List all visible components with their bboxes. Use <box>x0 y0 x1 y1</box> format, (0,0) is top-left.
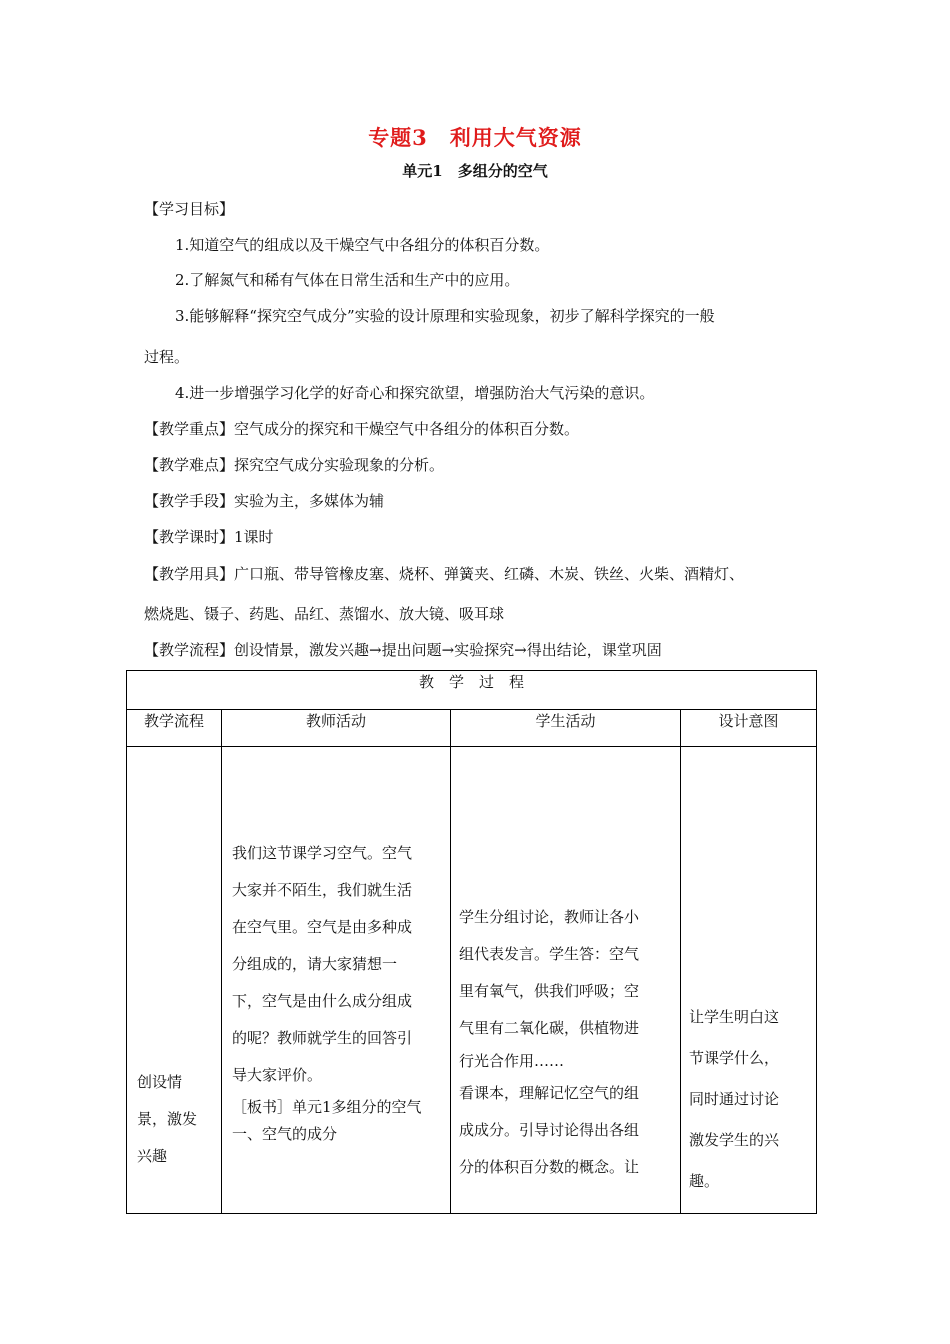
cell-line: 分的体积百分数的概念。让 <box>459 1158 640 1176</box>
cell-line: 看课本，理解记忆空气的组 <box>459 1084 640 1102</box>
cell-line: 大家并不陌生，我们就生活 <box>232 881 413 899</box>
cell-line: 节课学什么， <box>689 1049 780 1067</box>
objective-item: 4.进一步增强学习化学的好奇心和探究欲望，增强防治大气污染的意识。 <box>175 384 655 402</box>
cell-line: 同时通过讨论 <box>689 1090 780 1108</box>
cell-line: 景，激发 <box>137 1110 198 1128</box>
cell-line: ［板书］单元1多组分的空气 <box>232 1098 422 1116</box>
document-title: 专题3 利用大气资源 <box>368 125 582 150</box>
teaching-methods: 【教学手段】实验为主，多媒体为辅 <box>144 492 385 510</box>
objective-item: 2.了解氮气和稀有气体在日常生活和生产中的应用。 <box>175 271 520 289</box>
teacher-activity-cell <box>222 747 451 1214</box>
cell-line: 创设情 <box>137 1073 183 1091</box>
table-caption-row <box>127 671 817 710</box>
cell-line: 分组成的，请大家猜想一 <box>232 955 398 973</box>
cell-line: 激发学生的兴 <box>689 1131 780 1149</box>
document-subtitle: 单元1 多组分的空气 <box>402 162 548 180</box>
student-activity-cell <box>451 747 681 1214</box>
cell-line: 一、空气的成分 <box>232 1125 338 1143</box>
cell-line: 行光合作用…… <box>459 1052 565 1070</box>
cell-line: 组代表发言。学生答：空气 <box>459 945 640 963</box>
column-header-teacher: 教师活动 <box>222 710 451 747</box>
cell-line: 在空气里。空气是由多种成 <box>232 918 413 936</box>
table-header-row <box>127 710 817 747</box>
cell-line: 导大家评价。 <box>232 1066 323 1084</box>
objectives-label: 【学习目标】 <box>144 200 235 218</box>
cell-line: 气里有二氧化碳，供植物进 <box>459 1019 640 1037</box>
column-header-intent: 设计意图 <box>681 710 817 747</box>
column-header-student: 学生活动 <box>451 710 681 747</box>
objective-item-continued: 过程。 <box>144 348 190 366</box>
teaching-tools-continued: 燃烧匙、镊子、药匙、品红、蒸馏水、放大镜、吸耳球 <box>144 605 505 623</box>
column-header-stage: 教学流程 <box>127 710 222 747</box>
design-intent-cell <box>681 747 817 1214</box>
cell-line: 下，空气是由什么成分组成 <box>232 992 413 1010</box>
cell-line: 让学生明白这 <box>689 1008 780 1026</box>
cell-line: 趣。 <box>689 1172 720 1190</box>
cell-line: 学生分组讨论，教师让各小 <box>459 908 640 926</box>
difficult-points: 【教学难点】探究空气成分实验现象的分析。 <box>144 456 445 474</box>
teaching-process-table <box>126 670 817 1214</box>
table-caption: 教 学 过 程 <box>127 671 817 710</box>
teaching-hours: 【教学课时】1课时 <box>144 528 274 546</box>
teaching-flow: 【教学流程】创设情景，激发兴趣→提出问题→实验探究→得出结论，课堂巩固 <box>144 641 662 659</box>
objective-item: 3.能够解释“探究空气成分”实验的设计原理和实验现象，初步了解科学探究的一般 <box>175 307 715 325</box>
cell-line: 的呢？教师就学生的回答引 <box>232 1029 413 1047</box>
cell-line: 兴趣 <box>137 1147 168 1165</box>
stage-cell <box>127 747 222 1214</box>
cell-line: 成成分。引导讨论得出各组 <box>459 1121 640 1139</box>
teaching-tools: 【教学用具】广口瓶、带导管橡皮塞、烧杯、弹簧夹、红磷、木炭、铁丝、火柴、酒精灯、 <box>144 565 745 583</box>
cell-line: 里有氧气，供我们呼吸；空 <box>459 982 640 1000</box>
table-row <box>127 747 817 1214</box>
key-points: 【教学重点】空气成分的探究和干燥空气中各组分的体积百分数。 <box>144 420 580 438</box>
objective-item: 1.知道空气的组成以及干燥空气中各组分的体积百分数。 <box>175 236 550 254</box>
cell-line: 我们这节课学习空气。空气 <box>232 844 413 862</box>
